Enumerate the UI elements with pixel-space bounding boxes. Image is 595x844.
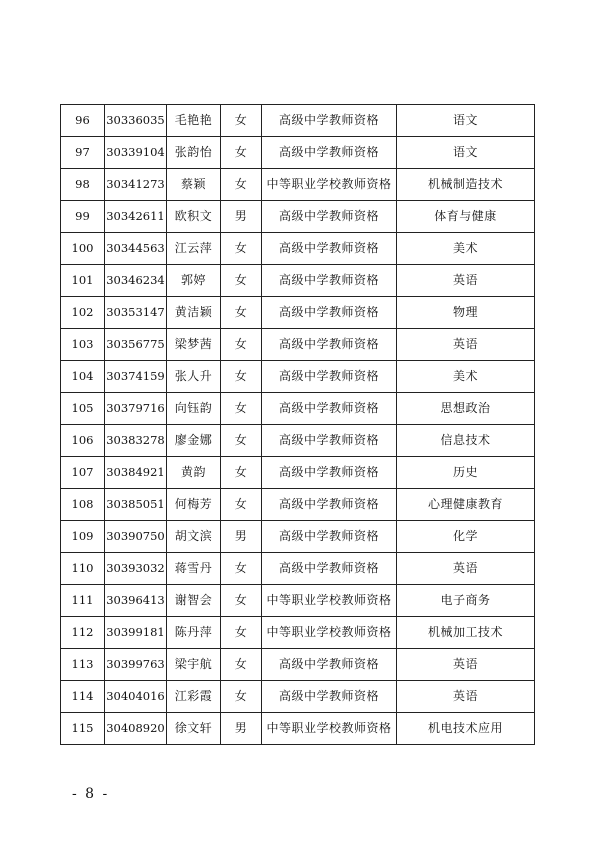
cell-serial-number: 107 bbox=[61, 457, 105, 489]
cell-name: 欧积文 bbox=[167, 201, 221, 233]
cell-name: 张人升 bbox=[167, 361, 221, 393]
table-row bbox=[61, 617, 535, 649]
cell-name: 蒋雪丹 bbox=[167, 553, 221, 585]
cell-exam-id: 30399181 bbox=[105, 617, 167, 649]
cell-qualification: 高级中学教师资格 bbox=[262, 201, 397, 233]
cell-name: 黄韵 bbox=[167, 457, 221, 489]
cell-subject: 英语 bbox=[397, 649, 535, 681]
table-row bbox=[61, 137, 535, 169]
cell-subject: 美术 bbox=[397, 361, 535, 393]
cell-serial-number: 109 bbox=[61, 521, 105, 553]
cell-name: 陈丹萍 bbox=[167, 617, 221, 649]
cell-gender: 男 bbox=[221, 713, 262, 745]
cell-exam-id: 30339104 bbox=[105, 137, 167, 169]
cell-name: 郭婷 bbox=[167, 265, 221, 297]
cell-qualification: 高级中学教师资格 bbox=[262, 265, 397, 297]
cell-gender: 女 bbox=[221, 329, 262, 361]
cell-exam-id: 30399763 bbox=[105, 649, 167, 681]
cell-subject: 化学 bbox=[397, 521, 535, 553]
cell-exam-id: 30374159 bbox=[105, 361, 167, 393]
table-row bbox=[61, 585, 535, 617]
cell-name: 胡文滨 bbox=[167, 521, 221, 553]
cell-qualification: 高级中学教师资格 bbox=[262, 393, 397, 425]
table-row bbox=[61, 361, 535, 393]
cell-serial-number: 114 bbox=[61, 681, 105, 713]
cell-exam-id: 30341273 bbox=[105, 169, 167, 201]
cell-name: 廖金娜 bbox=[167, 425, 221, 457]
cell-subject: 机械制造技术 bbox=[397, 169, 535, 201]
cell-subject: 心理健康教育 bbox=[397, 489, 535, 521]
cell-subject: 信息技术 bbox=[397, 425, 535, 457]
cell-qualification: 高级中学教师资格 bbox=[262, 553, 397, 585]
page-number: - 8 - bbox=[72, 786, 110, 802]
cell-subject: 美术 bbox=[397, 233, 535, 265]
cell-gender: 女 bbox=[221, 425, 262, 457]
cell-qualification: 高级中学教师资格 bbox=[262, 425, 397, 457]
table-row bbox=[61, 393, 535, 425]
cell-gender: 女 bbox=[221, 457, 262, 489]
cell-name: 何梅芳 bbox=[167, 489, 221, 521]
table-row bbox=[61, 201, 535, 233]
cell-serial-number: 96 bbox=[61, 105, 105, 137]
cell-name: 江彩霞 bbox=[167, 681, 221, 713]
cell-gender: 女 bbox=[221, 489, 262, 521]
cell-qualification: 中等职业学校教师资格 bbox=[262, 585, 397, 617]
cell-name: 黄洁颖 bbox=[167, 297, 221, 329]
cell-name: 谢智会 bbox=[167, 585, 221, 617]
cell-qualification: 高级中学教师资格 bbox=[262, 329, 397, 361]
cell-qualification: 高级中学教师资格 bbox=[262, 297, 397, 329]
table-row bbox=[61, 329, 535, 361]
cell-qualification: 高级中学教师资格 bbox=[262, 233, 397, 265]
cell-qualification: 高级中学教师资格 bbox=[262, 137, 397, 169]
cell-serial-number: 113 bbox=[61, 649, 105, 681]
cell-name: 江云萍 bbox=[167, 233, 221, 265]
cell-qualification: 中等职业学校教师资格 bbox=[262, 169, 397, 201]
cell-qualification: 高级中学教师资格 bbox=[262, 649, 397, 681]
cell-exam-id: 30404016 bbox=[105, 681, 167, 713]
cell-subject: 语文 bbox=[397, 137, 535, 169]
cell-subject: 物理 bbox=[397, 297, 535, 329]
cell-subject: 体育与健康 bbox=[397, 201, 535, 233]
cell-gender: 女 bbox=[221, 265, 262, 297]
table-row bbox=[61, 265, 535, 297]
cell-gender: 女 bbox=[221, 649, 262, 681]
cell-name: 张韵怡 bbox=[167, 137, 221, 169]
cell-name: 徐文轩 bbox=[167, 713, 221, 745]
cell-gender: 女 bbox=[221, 393, 262, 425]
cell-subject: 英语 bbox=[397, 265, 535, 297]
cell-exam-id: 30408920 bbox=[105, 713, 167, 745]
cell-subject: 语文 bbox=[397, 105, 535, 137]
cell-name: 梁梦茜 bbox=[167, 329, 221, 361]
cell-subject: 英语 bbox=[397, 329, 535, 361]
cell-exam-id: 30393032 bbox=[105, 553, 167, 585]
cell-serial-number: 112 bbox=[61, 617, 105, 649]
cell-exam-id: 30379716 bbox=[105, 393, 167, 425]
cell-exam-id: 30346234 bbox=[105, 265, 167, 297]
table-row bbox=[61, 649, 535, 681]
table-row bbox=[61, 521, 535, 553]
cell-gender: 女 bbox=[221, 233, 262, 265]
cell-gender: 女 bbox=[221, 617, 262, 649]
candidate-table bbox=[60, 104, 535, 745]
cell-exam-id: 30383278 bbox=[105, 425, 167, 457]
cell-serial-number: 110 bbox=[61, 553, 105, 585]
cell-gender: 女 bbox=[221, 681, 262, 713]
cell-subject: 机电技术应用 bbox=[397, 713, 535, 745]
cell-gender: 女 bbox=[221, 297, 262, 329]
cell-name: 向钰韵 bbox=[167, 393, 221, 425]
cell-qualification: 中等职业学校教师资格 bbox=[262, 617, 397, 649]
cell-qualification: 高级中学教师资格 bbox=[262, 457, 397, 489]
cell-subject: 电子商务 bbox=[397, 585, 535, 617]
cell-gender: 男 bbox=[221, 521, 262, 553]
table-row bbox=[61, 489, 535, 521]
table-row bbox=[61, 457, 535, 489]
cell-serial-number: 111 bbox=[61, 585, 105, 617]
cell-qualification: 高级中学教师资格 bbox=[262, 489, 397, 521]
cell-serial-number: 99 bbox=[61, 201, 105, 233]
cell-serial-number: 101 bbox=[61, 265, 105, 297]
cell-qualification: 高级中学教师资格 bbox=[262, 681, 397, 713]
cell-serial-number: 104 bbox=[61, 361, 105, 393]
cell-serial-number: 103 bbox=[61, 329, 105, 361]
cell-subject: 思想政治 bbox=[397, 393, 535, 425]
cell-subject: 历史 bbox=[397, 457, 535, 489]
cell-qualification: 高级中学教师资格 bbox=[262, 521, 397, 553]
cell-exam-id: 30390750 bbox=[105, 521, 167, 553]
table-row bbox=[61, 233, 535, 265]
cell-exam-id: 30336035 bbox=[105, 105, 167, 137]
table-row bbox=[61, 681, 535, 713]
cell-name: 毛艳艳 bbox=[167, 105, 221, 137]
cell-gender: 女 bbox=[221, 585, 262, 617]
cell-exam-id: 30356775 bbox=[105, 329, 167, 361]
cell-exam-id: 30344563 bbox=[105, 233, 167, 265]
cell-exam-id: 30353147 bbox=[105, 297, 167, 329]
table-row bbox=[61, 713, 535, 745]
cell-serial-number: 105 bbox=[61, 393, 105, 425]
cell-exam-id: 30342611 bbox=[105, 201, 167, 233]
table-row bbox=[61, 297, 535, 329]
cell-qualification: 高级中学教师资格 bbox=[262, 105, 397, 137]
cell-serial-number: 98 bbox=[61, 169, 105, 201]
cell-exam-id: 30385051 bbox=[105, 489, 167, 521]
cell-gender: 女 bbox=[221, 169, 262, 201]
cell-serial-number: 97 bbox=[61, 137, 105, 169]
candidate-table-body bbox=[61, 105, 535, 745]
table-row bbox=[61, 169, 535, 201]
cell-subject: 英语 bbox=[397, 681, 535, 713]
cell-gender: 女 bbox=[221, 553, 262, 585]
table-row bbox=[61, 105, 535, 137]
cell-name: 梁宇航 bbox=[167, 649, 221, 681]
cell-exam-id: 30396413 bbox=[105, 585, 167, 617]
table-row bbox=[61, 425, 535, 457]
cell-qualification: 中等职业学校教师资格 bbox=[262, 713, 397, 745]
cell-subject: 英语 bbox=[397, 553, 535, 585]
cell-exam-id: 30384921 bbox=[105, 457, 167, 489]
cell-serial-number: 106 bbox=[61, 425, 105, 457]
cell-serial-number: 102 bbox=[61, 297, 105, 329]
cell-serial-number: 100 bbox=[61, 233, 105, 265]
cell-gender: 女 bbox=[221, 137, 262, 169]
cell-gender: 女 bbox=[221, 361, 262, 393]
cell-gender: 女 bbox=[221, 105, 262, 137]
table-row bbox=[61, 553, 535, 585]
cell-qualification: 高级中学教师资格 bbox=[262, 361, 397, 393]
cell-serial-number: 108 bbox=[61, 489, 105, 521]
cell-serial-number: 115 bbox=[61, 713, 105, 745]
cell-subject: 机械加工技术 bbox=[397, 617, 535, 649]
cell-name: 蔡颖 bbox=[167, 169, 221, 201]
cell-gender: 男 bbox=[221, 201, 262, 233]
